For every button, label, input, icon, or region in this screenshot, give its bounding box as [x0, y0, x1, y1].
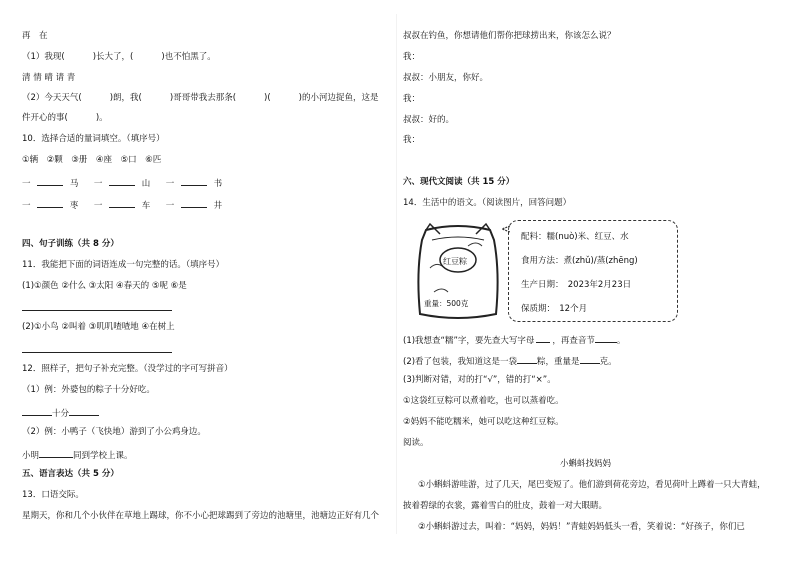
answer-blank[interactable]	[595, 333, 617, 343]
q14-2-part-c: 克。	[599, 357, 617, 367]
word-choices-2: 清 情 晴 请 青	[22, 73, 76, 83]
q9-2-part-g: )。	[95, 113, 108, 123]
noun-book: 书	[213, 179, 223, 189]
answer-blank[interactable]	[181, 198, 207, 208]
answer-blank[interactable]	[69, 406, 99, 416]
q14-2-part-b: 粽，重量是	[537, 357, 580, 367]
yi: 一	[22, 179, 31, 189]
product-method: 食用方法：煮(zhǔ)/蒸(zhēng)	[521, 256, 638, 266]
dialog-uncle-2: 叔叔：好的。	[403, 115, 455, 125]
story-paragraph-2: ②小蝌蚪游过去，叫着：“妈妈，妈妈！”青蛙妈妈低头一看，笑着说：“好孩子，你们已	[418, 522, 745, 532]
question-12-fill-1	[22, 406, 99, 420]
fill-text: 同到学校上课。	[73, 451, 133, 461]
product-ingredients: 配料：糯(nuò)米、红豆、水	[521, 232, 629, 242]
story-title: 小蝌蚪找妈妈	[560, 459, 612, 469]
q9-1-part-c: )也不怕黑了。	[161, 52, 216, 62]
reading-label: 阅读。	[403, 438, 429, 448]
question-11-line-2: (2)①小鸟 ②叫着 ③叽叽喳喳地 ④在树上	[22, 322, 175, 332]
question-11-title: 11．我能把下面的词语连成一句完整的话。（填序号）	[22, 260, 225, 270]
question-10-title: 10．选择合适的量词填空。（填序号）	[22, 134, 165, 144]
product-label: 红豆粽	[443, 257, 467, 266]
measure-row-1	[22, 176, 222, 190]
question-14-3: (3)判断对错，对的打“√”，错的打“×”。	[403, 375, 556, 385]
yi: 一	[165, 201, 175, 211]
product-weight: 重量：500克	[424, 299, 469, 308]
q9-2-part-d: )(	[264, 93, 271, 103]
pointer-arrow-icon	[500, 224, 510, 234]
dialog-me-2: 我：	[403, 94, 421, 104]
q9-2-part-a: （2）今天天气(	[22, 93, 82, 103]
dialog-intro: 叔叔在钓鱼，你想请他们帮你把球捞出来，你该怎么说？	[403, 31, 616, 41]
noun-well: 井	[213, 201, 223, 211]
fill-text: 十分	[52, 409, 70, 419]
yi: 一	[165, 179, 175, 189]
question-12-example-1: （1）例：外婆包的粽子十分好吃。	[22, 385, 155, 395]
question-14-3-1: ①这袋红豆粽可以煮着吃，也可以蒸着吃。	[403, 396, 564, 406]
noun-mountain: 山	[141, 179, 151, 189]
answer-blank[interactable]	[37, 198, 63, 208]
question-9-2-cont	[22, 113, 108, 124]
q9-2-part-e: )的小河边捉鱼，这是	[298, 93, 379, 103]
dialog-me-3: 我：	[403, 135, 421, 145]
yi: 一	[22, 201, 31, 211]
question-14-title: 14．生活中的语文。（阅读图片，回答问题）	[403, 198, 572, 208]
measure-word-options: ①辆 ②颗 ③册 ④座 ⑤口 ⑥匹	[22, 155, 162, 165]
fill-text: 小明	[22, 451, 40, 461]
answer-blank[interactable]	[517, 354, 537, 364]
measure-row-2	[22, 198, 222, 212]
noun-car: 车	[141, 201, 151, 211]
dialog-me-1: 我：	[403, 52, 421, 62]
column-divider	[396, 14, 397, 534]
dialog-uncle-1: 叔叔：小朋友，你好。	[403, 73, 489, 83]
rice-dumpling-bag-illustration	[412, 222, 504, 326]
question-11-line-1: (1)①颜色 ②什么 ③太阳 ④春天的 ⑤呢 ⑥是	[22, 281, 187, 291]
question-12-example-2: （2）例：小鸭子（飞快地）游到了小公鸡身边。	[22, 427, 206, 437]
q9-1-part-b: )长大了，(	[92, 52, 134, 62]
q14-1-part-a: (1)我想查“糯”字，要先查大写字母	[403, 336, 535, 346]
product-shelf-life: 保质期： 12个月	[521, 304, 588, 314]
section-4-title: 四、句子训练（共 8 分）	[22, 239, 119, 249]
answer-blank[interactable]	[109, 198, 135, 208]
yi: 一	[93, 201, 103, 211]
question-13-text: 星期天，你和几个小伙伴在草地上踢球，你不小心把球踢到了旁边的池塘里，池塘边正好有几个	[22, 511, 380, 521]
question-9-1	[22, 52, 216, 63]
q9-2-part-b: )朗，我(	[109, 93, 142, 103]
q9-1-part-a: （1）我现(	[22, 52, 65, 62]
answer-line[interactable]	[22, 343, 172, 353]
story-paragraph-1: ①小蝌蚪游哇游，过了几天，尾巴变短了。他们游到荷花旁边，看见荷叶上蹲着一只大青蛙，	[418, 480, 766, 490]
answer-line[interactable]	[22, 301, 172, 311]
q9-2-part-c: )哥哥带我去那条(	[169, 93, 237, 103]
q14-1-part-b: ，再查音节	[552, 336, 595, 346]
answer-blank[interactable]	[536, 333, 550, 343]
word-choices-1: 再 在	[22, 31, 48, 41]
question-13-title: 13．口语交际。	[22, 490, 84, 500]
product-date: 生产日期： 2023年2月23日	[521, 280, 632, 290]
question-14-1	[403, 333, 625, 347]
answer-blank[interactable]	[109, 176, 135, 186]
question-12-title: 12．照样子，把句子补充完整。（没学过的字可写拼音）	[22, 364, 233, 374]
answer-blank[interactable]	[580, 354, 600, 364]
noun-horse: 马	[69, 179, 79, 189]
section-6-title: 六、现代文阅读（共 15 分）	[403, 177, 515, 187]
answer-blank[interactable]	[22, 406, 52, 416]
question-9-2	[22, 93, 378, 104]
q14-2-part-a: (2)看了包装，我知道这是一袋	[403, 357, 518, 367]
q9-2-part-f: 件开心的事(	[22, 113, 68, 123]
section-5-title: 五、语言表达（共 5 分）	[22, 469, 119, 479]
question-12-fill-2	[22, 448, 133, 462]
story-paragraph-1-cont: 披着碧绿的衣裳，露着雪白的肚皮，鼓着一对大眼睛。	[403, 501, 608, 511]
question-14-3-2: ②妈妈不能吃糯米，她可以吃这种红豆粽。	[403, 417, 564, 427]
answer-blank[interactable]	[181, 176, 207, 186]
noun-jujube: 枣	[69, 201, 79, 211]
yi: 一	[93, 179, 103, 189]
answer-blank[interactable]	[37, 176, 63, 186]
answer-blank[interactable]	[39, 448, 73, 458]
question-14-2	[403, 354, 617, 368]
q14-1-part-c: 。	[616, 336, 626, 346]
